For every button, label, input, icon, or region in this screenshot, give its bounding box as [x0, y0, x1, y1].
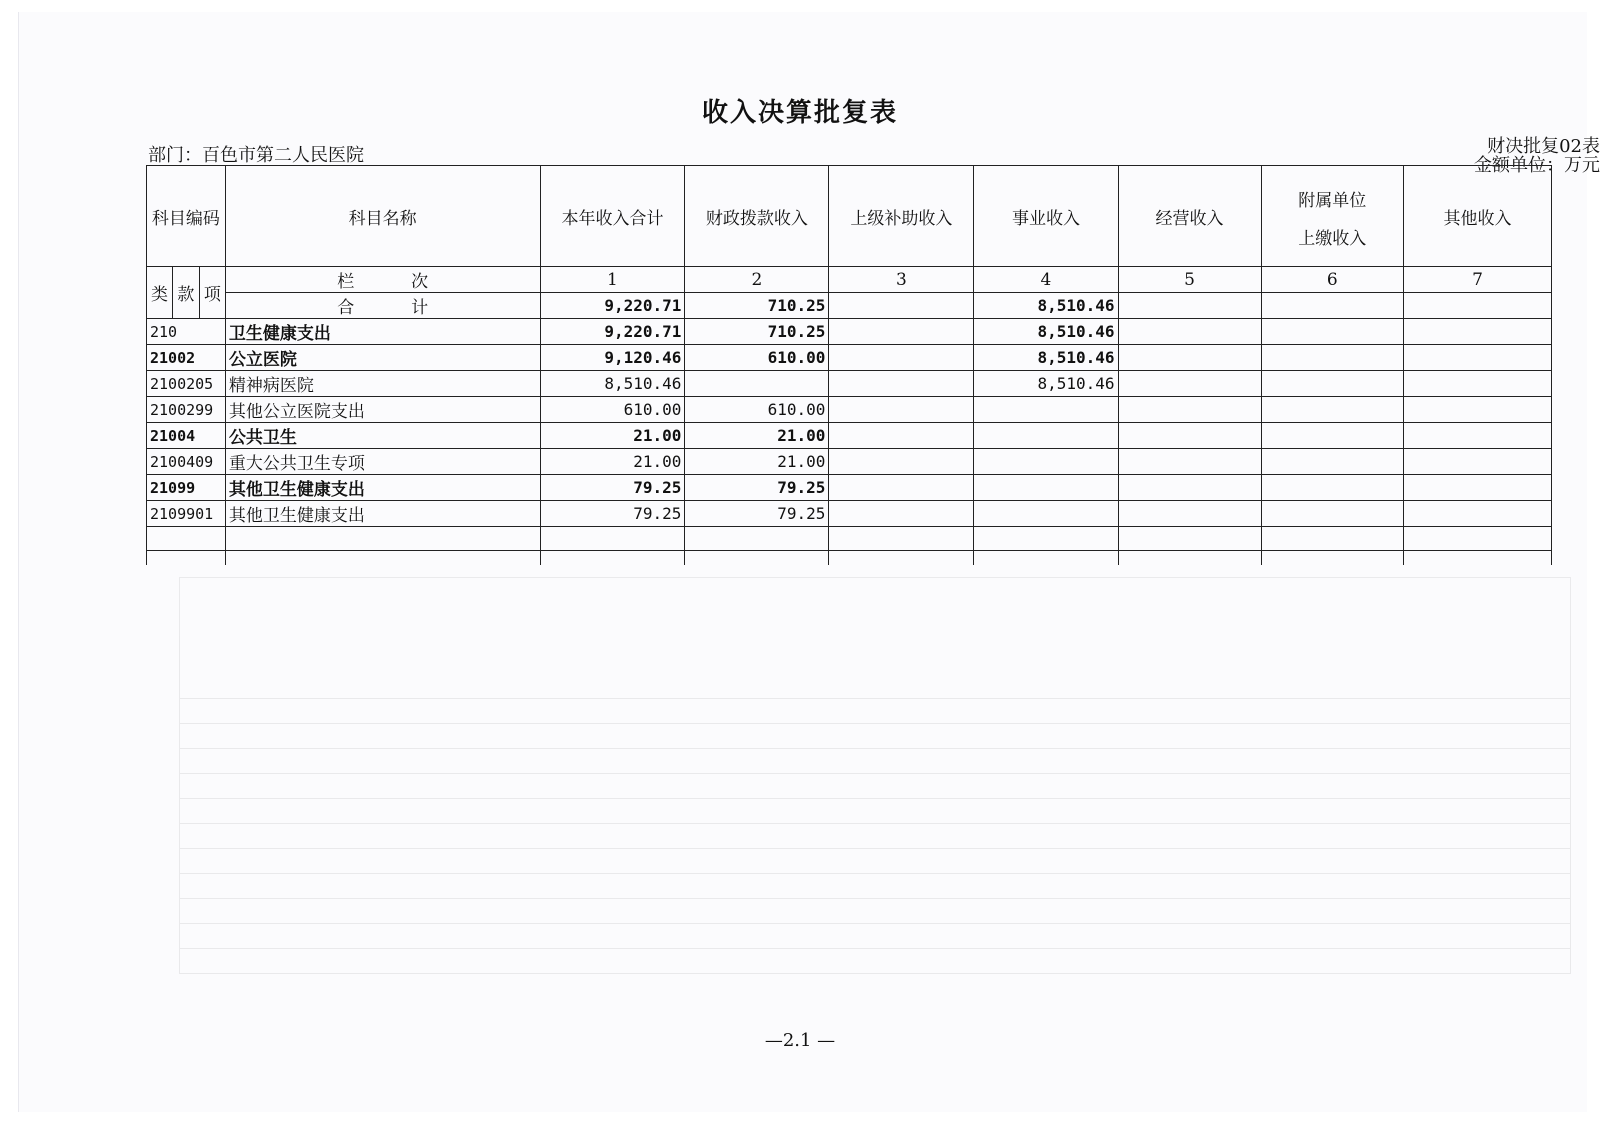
row-c1: 610.00	[540, 397, 685, 423]
row-c6	[1261, 371, 1404, 397]
empty-row	[147, 527, 1552, 551]
header-col5: 经营收入	[1118, 166, 1261, 267]
total-row	[147, 293, 1552, 319]
row-c5	[1118, 475, 1261, 501]
row-c1: 9,120.46	[540, 345, 685, 371]
col-number-7: 7	[1404, 267, 1552, 293]
row-c1: 9,220.71	[540, 319, 685, 345]
row-c2: 21.00	[685, 449, 829, 475]
row-code: 2100299	[147, 397, 226, 423]
row-name: 公共卫生	[225, 423, 540, 449]
row-c1: 79.25	[540, 475, 685, 501]
table-row	[147, 449, 1552, 475]
row-c4: 8,510.46	[974, 371, 1118, 397]
row-name: 卫生健康支出	[225, 319, 540, 345]
table-clip	[146, 165, 1552, 565]
row-code: 21002	[147, 345, 226, 371]
row-c2: 79.25	[685, 475, 829, 501]
header-col1: 本年收入合计	[540, 166, 685, 267]
total-he: 合	[337, 298, 355, 318]
col-number-3: 3	[829, 267, 974, 293]
header-row	[147, 166, 1552, 267]
row-c7	[1404, 423, 1552, 449]
row-name: 精神病医院	[225, 371, 540, 397]
page-title: 收入决算批复表	[701, 98, 898, 128]
row-c6	[1261, 423, 1404, 449]
row-c4	[974, 423, 1118, 449]
empty-row	[147, 551, 1552, 566]
header-col2: 财政拨款收入	[685, 166, 829, 267]
table-row	[147, 501, 1552, 527]
total-c7	[1404, 293, 1552, 319]
total-c4: 8,510.46	[974, 293, 1118, 319]
header-col6-line1: 附属单位	[1298, 191, 1367, 211]
header-col7: 其他收入	[1404, 166, 1552, 267]
sub-kuan: 款	[172, 267, 199, 319]
row-code: 2100205	[147, 371, 226, 397]
header-col4: 事业收入	[974, 166, 1118, 267]
row-c4	[974, 449, 1118, 475]
row-c6	[1261, 319, 1404, 345]
col-number-1: 1	[540, 267, 685, 293]
row-c3	[829, 449, 974, 475]
row-c3	[829, 345, 974, 371]
row-name: 其他卫生健康支出	[225, 475, 540, 501]
sub-lan: 栏	[337, 272, 355, 292]
row-c5	[1118, 449, 1261, 475]
row-name: 其他公立医院支出	[225, 397, 540, 423]
table-row	[147, 345, 1552, 371]
table-row	[147, 371, 1552, 397]
sub-lanci	[225, 267, 540, 293]
row-code: 2100409	[147, 449, 226, 475]
row-c7	[1404, 475, 1552, 501]
page-number: —2.1 —	[764, 1030, 836, 1051]
row-c2: 710.25	[685, 319, 829, 345]
row-c6	[1261, 345, 1404, 371]
table-row	[147, 319, 1552, 345]
column-number-row	[147, 267, 1552, 293]
row-c3	[829, 397, 974, 423]
sub-ci: 次	[411, 272, 429, 292]
row-c1: 8,510.46	[540, 371, 685, 397]
row-c2: 610.00	[685, 397, 829, 423]
row-c2: 610.00	[685, 345, 829, 371]
table-row	[147, 423, 1552, 449]
row-c5	[1118, 501, 1261, 527]
row-c3	[829, 501, 974, 527]
row-c7	[1404, 449, 1552, 475]
row-c5	[1118, 397, 1261, 423]
header-col6	[1261, 166, 1404, 267]
row-c2: 79.25	[685, 501, 829, 527]
row-c1: 21.00	[540, 423, 685, 449]
header-code: 科目编码	[147, 166, 226, 267]
row-c3	[829, 423, 974, 449]
row-c3	[829, 371, 974, 397]
table-row	[147, 397, 1552, 423]
row-c7	[1404, 319, 1552, 345]
row-c1: 79.25	[540, 501, 685, 527]
row-c4: 8,510.46	[974, 319, 1118, 345]
header-col3: 上级补助收入	[829, 166, 974, 267]
row-c4	[974, 501, 1118, 527]
total-label	[225, 293, 540, 319]
total-c2: 710.25	[685, 293, 829, 319]
row-c4: 8,510.46	[974, 345, 1118, 371]
row-c6	[1261, 397, 1404, 423]
col-number-6: 6	[1261, 267, 1404, 293]
row-c6	[1261, 475, 1404, 501]
sub-lei: 类	[147, 267, 173, 319]
row-c3	[829, 475, 974, 501]
total-ji: 计	[411, 298, 429, 318]
row-code: 2109901	[147, 501, 226, 527]
row-c3	[829, 319, 974, 345]
row-c1: 21.00	[540, 449, 685, 475]
row-c5	[1118, 371, 1261, 397]
header-col6-line2: 上缴收入	[1298, 229, 1367, 249]
row-c5	[1118, 345, 1261, 371]
row-code: 21099	[147, 475, 226, 501]
row-code: 21004	[147, 423, 226, 449]
col-number-5: 5	[1118, 267, 1261, 293]
row-c4	[974, 475, 1118, 501]
row-c7	[1404, 501, 1552, 527]
total-c1: 9,220.71	[540, 293, 685, 319]
total-c3	[829, 293, 974, 319]
row-c4	[974, 397, 1118, 423]
total-c6	[1261, 293, 1404, 319]
bleed-through-table	[179, 577, 1571, 974]
col-number-4: 4	[974, 267, 1118, 293]
row-c7	[1404, 397, 1552, 423]
row-c7	[1404, 371, 1552, 397]
header-name: 科目名称	[225, 166, 540, 267]
row-code: 210	[147, 319, 226, 345]
row-c7	[1404, 345, 1552, 371]
row-c6	[1261, 449, 1404, 475]
row-name: 其他卫生健康支出	[225, 501, 540, 527]
row-c5	[1118, 319, 1261, 345]
row-c6	[1261, 501, 1404, 527]
sub-xiang: 项	[199, 267, 225, 319]
table-row	[147, 475, 1552, 501]
row-name: 重大公共卫生专项	[225, 449, 540, 475]
amount-unit: 金额单位：万元	[1474, 155, 1600, 176]
department-label: 部门：百色市第二人民医院	[148, 145, 364, 166]
row-c5	[1118, 423, 1261, 449]
col-number-2: 2	[685, 267, 829, 293]
row-c2: 21.00	[685, 423, 829, 449]
form-number: 财决批复02表	[1487, 136, 1600, 157]
row-c2	[685, 371, 829, 397]
total-c5	[1118, 293, 1261, 319]
row-name: 公立医院	[225, 345, 540, 371]
income-table	[146, 165, 1552, 565]
